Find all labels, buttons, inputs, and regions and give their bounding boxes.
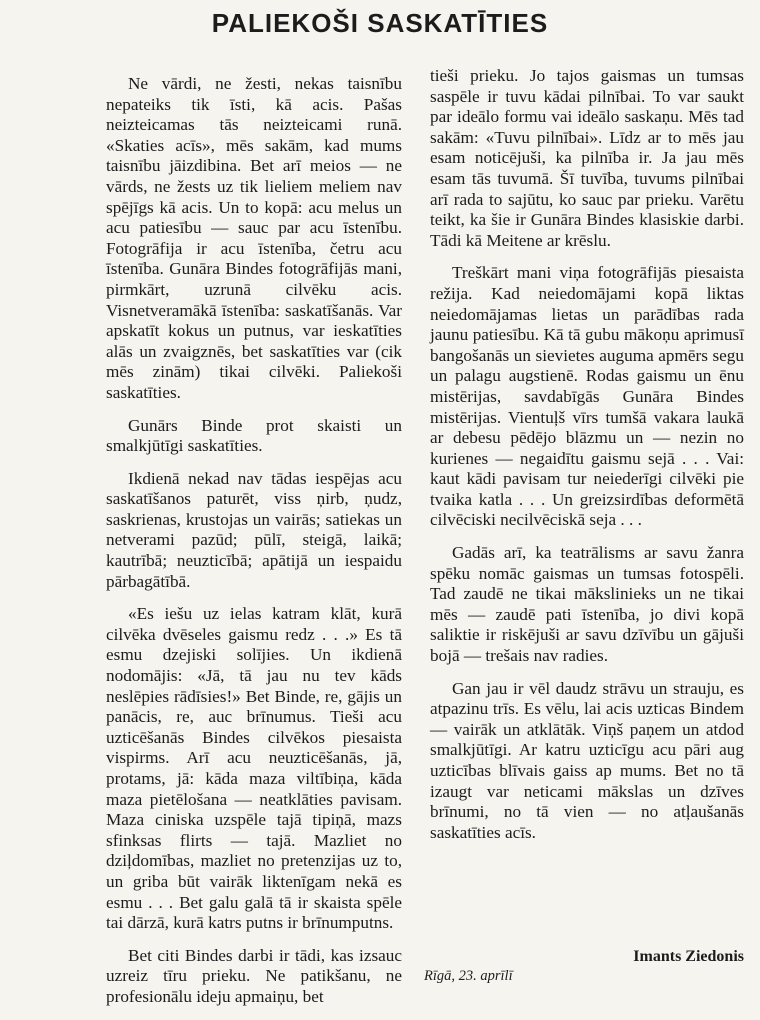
- paragraph: Gunārs Binde prot skaisti un smalkjūtīgi saskatīties.: [106, 415, 402, 456]
- author-signature: Imants Ziedonis: [633, 948, 744, 965]
- paragraph: tieši prieku. Jo tajos gaismas un tumsas saspēle ir tuvu kādai pilnībai. To var saukt par ideālo formu vai ideālo saskaņu. Mēs tad sakām: «Tuvu pilnībai». Līdz ar to mēs jau esam noticējuši, ka pilnība ir. Ja jau mēs esam tās tuvumā. Šī tuvība, tuvums pilnībai arī rada to sajūtu, ko sauc par prieku. Varētu teikt, ka šie ir Gunāra Bindes klasiskie darbi. Tādi kā Meitene ar krēslu.: [430, 66, 744, 250]
- paragraph: Bet citi Bindes darbi ir tādi, kas izsauc uzreiz tīru prieku. Ne patikšanu, ne profesionālu ideju apmaiņu, bet: [106, 945, 402, 1006]
- left-column: [106, 74, 402, 1020]
- paragraph: Ikdienā nekad nav tādas iespējas acu saskatīšanos paturēt, viss ņirb, ņudz, saskrienas, krustojas un vairās; satiekas un netverami pazūd; pūlī, steigā, laikā; kautrībā; neuzticībā; apātijā un iespaidu pārbagātībā.: [106, 468, 402, 591]
- article-title: PALIEKOŠI SASKATĪTIES: [211, 8, 549, 38]
- right-column: [430, 66, 744, 855]
- paragraph: Gan jau ir vēl daudz strāvu un strauju, es atpazinu trīs. Es vēlu, lai acis uzticas Bindem — vairāk un atklātāk. Viņš paņem un atdod smalkjūtīgi. Ar katru uzticīgu acu pāri aug uzticības blīvais gaiss ap mums. Bet no tā izaugt var neticami mākslas un dzīves brīnumi, no tā vien — no atļaušanās saskatīties acīs.: [430, 678, 744, 842]
- paragraph: Ne vārdi, ne žesti, nekas taisnību nepateiks tik īsti, kā acis. Pašas neizteicamas tās neizteicami runā. «Skaties acīs», mēs sakām, kad mums taisnību jāizdibina. Bet arī meios — ne vārds, ne žests uz tik lieliem meliem nav spējīgs kā acis. Un to kopā: acu melus un acu patiesību — sauc par acu īstenību. Fotogrāfija ir acu īstenība, četru acu īstenība. Gunāra Bindes fotogrāfijās mani, pirmkārt, uzrunā cilvēku acis. Visnetveramākā īstenība: saskatīšanās. Var apskatīt kokus un putnus, var ieskatīties alās un zvaigznēs, bet saskatīties var (cik mēs zinām) tikai cilvēki. Paliekoši saskatīties.: [106, 74, 402, 402]
- place-date: Rīgā, 23. aprīlī: [424, 968, 513, 984]
- paragraph: «Es iešu uz ielas katram klāt, kurā cilvēka dvēseles gaismu redz . . .» Es tā esmu dzejiski solījies. Un ikdienā nodomājis: «Jā, tā jau nu tev kāds neslēpies rādīsies!» Bet Binde, re, gājis un panācis, re, auc brīnumus. Tieši acu uzticēšanās Bindes cilvēkos piesaista vispirms. Arī acu neuzticēšanās, jā, protams, jā: kāda maza viltībiņa, kāda maza pietēlošana — neatklāties pavisam. Maza ciniska uzspēle tajā tipiņā, mazs sfinksas flirts — tajā. Mazliet no dziļdomības, mazliet no pretenzijas uz to, un griba būt vairāk liktenīgam nekā es esmu . . . Bet galu galā tā ir skaista spēle tai dārzā, kurā katrs putns ir brīnumputns.: [106, 604, 402, 933]
- paragraph: Gadās arī, ka teatrālisms ar savu žanra spēku nomāc gaismas un tumsas fotospēli. Tad zaudē ne tikai mākslinieks un ne tikai mēs — zaudē pati īstenība, jo divi kopā saliktie ir riskējuši ar savu dzīvību un gājuši bojā — trešais nav radies.: [430, 543, 744, 666]
- paragraph: Treškārt mani viņa fotogrāfijās piesaista režija. Kad neiedomājami kopā liktas neiedomājamas lietas un parādības rada jaunu patiesību. Kā tā gubu mākoņu aprimusī bangošanās un sievietes auguma apmērs segu un palagu augstienē. Rodas gaismu un ēnu mistērijas, savdabīgās Gunāra Bindes mistērijas. Vientuļš vīrs tumšā vakara laukā ar debesu pēdējo blāzmu un — nezin no kurienes — negaidītu gaismu sejā . . . Vai: kaut kādi pavisam tur neiederīgi cilvēki pie tvaika katla . . . Un greizsirdības deformētā cilvēciski necilvēciskā seja . . .: [430, 263, 744, 530]
